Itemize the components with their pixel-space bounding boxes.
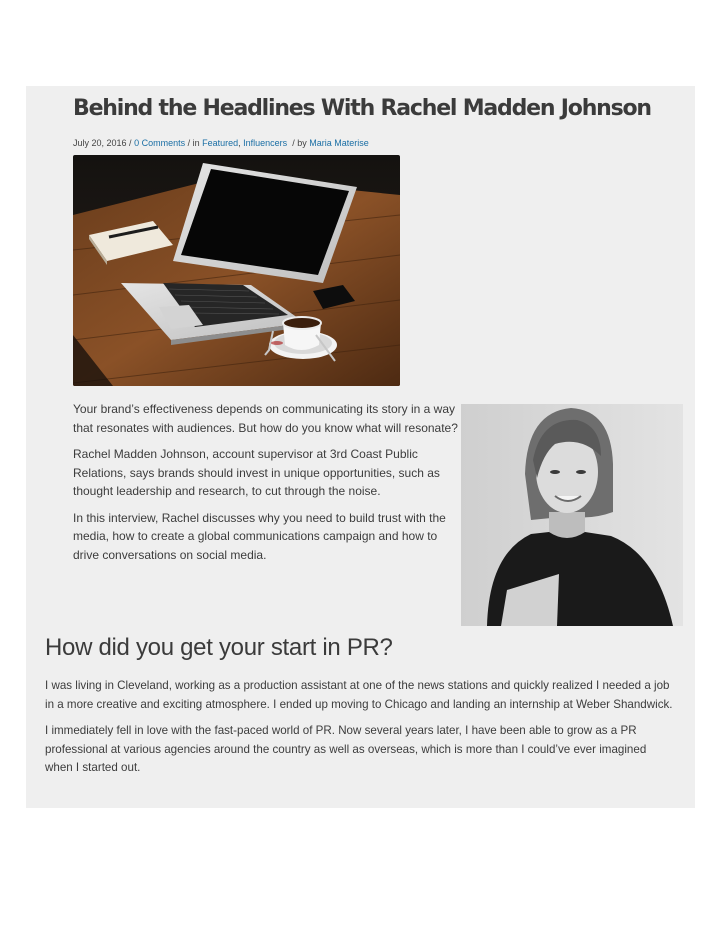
meta-by-label: / by (287, 138, 310, 148)
portrait-photo-rachel (461, 404, 683, 626)
intro-paragraph: Your brand’s effectiveness depends on communicating its story in a way that resonates with audiences. But how do you know what will resonate? (73, 402, 458, 435)
post-date: July 20, 2016 (73, 138, 127, 148)
category-link-featured[interactable]: Featured (202, 138, 239, 148)
article-title: Behind the Headlines With Rachel Madden Johnson (73, 96, 651, 121)
intro-text (73, 400, 458, 572)
section-heading: How did you get your start in PR? (45, 634, 393, 661)
comments-link[interactable]: 0 Comments (134, 138, 186, 148)
meta-separator: / (126, 138, 135, 148)
section-text (45, 677, 675, 786)
meta-in-label: / in (185, 138, 203, 148)
section-paragraph: I immediately fell in love with the fast-paced world of PR. Now several years later, I have been able to grow as a PR professional at various agencies around the country as well as overseas, which is more than I could’ve ever imagined when I started out. (45, 724, 647, 774)
intro-paragraph: Rachel Madden Johnson, account supervisor at 3rd Coast Public Relations, says brands should invest in unique opportunities, such as thought leadership and research, to cut through the noise. (73, 447, 440, 498)
intro-paragraph: In this interview, Rachel discusses why you need to build trust with the media, how to create a global communications campaign and how to drive conversations on social media. (73, 510, 446, 562)
article-meta (73, 137, 369, 149)
author-link[interactable]: Maria Materise (309, 138, 369, 148)
hero-image-laptop-coffee (73, 155, 400, 386)
meta-comma: , (238, 138, 244, 148)
section-paragraph: I was living in Cleveland, working as a production assistant at one of the news stations and quickly realized I needed a job in a more creative and exciting atmosphere. I ended up moving to Chicago and landing an internship at Weber Shandwick. (45, 679, 673, 711)
category-link-influencers[interactable]: Influencers (243, 138, 288, 148)
